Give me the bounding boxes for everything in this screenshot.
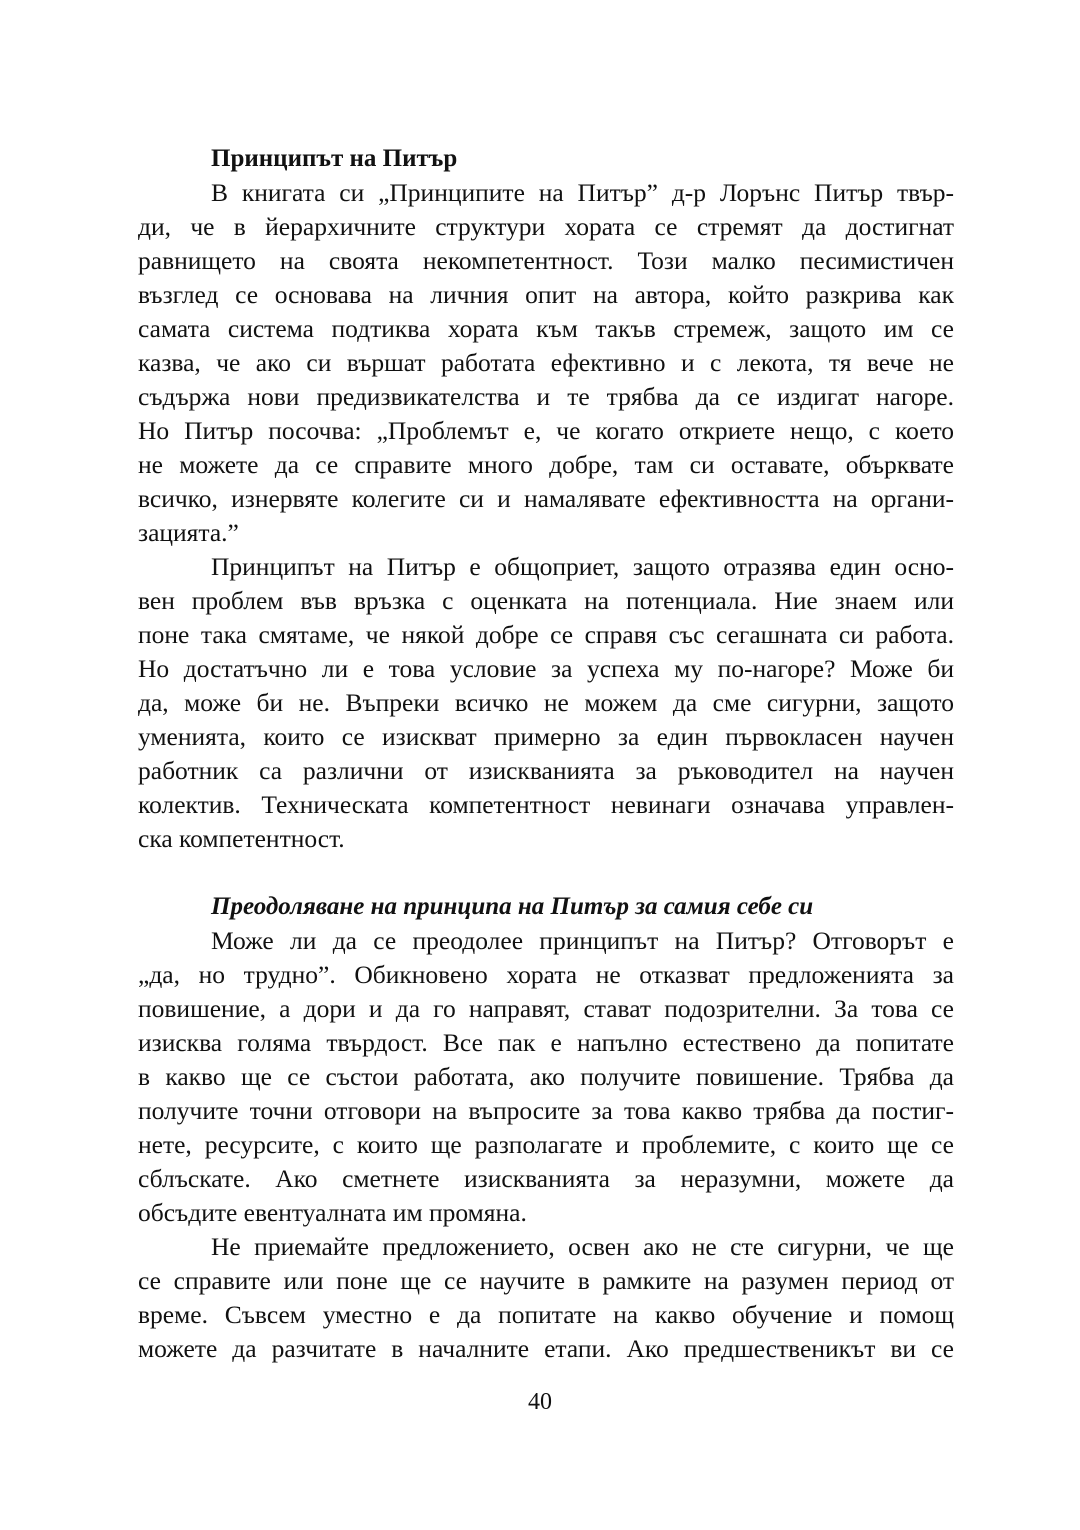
section1-paragraphs xyxy=(138,176,954,856)
text-line: ска компетентност. xyxy=(138,824,345,853)
paragraph xyxy=(138,1230,954,1366)
text-line: Но Питър посочва: „Проблемът е, че когато откриете нещо, с което xyxy=(138,416,954,445)
text-line: „да, но трудно”. Обикновено хората не отказват предложенията за xyxy=(138,960,954,989)
text-line: казва, че ако си вършат работата ефективно и с лекота, тя вече не xyxy=(138,348,954,377)
section-heading-overcoming: Преодоляване на принципа на Питър за самия себе си xyxy=(211,893,814,920)
page-number: 40 xyxy=(528,1389,552,1415)
text-line: зацията.” xyxy=(138,518,239,547)
page-body xyxy=(138,142,954,1366)
text-line: в какво ще се състои работата, ако получите повишение. Трябва да xyxy=(138,1062,954,1091)
text-line: работник са различни от изискванията за ръководител на научен xyxy=(138,756,954,785)
text-line: Може ли да се преодолее принципът на Питър? Отговорът е xyxy=(211,926,954,955)
text-line: Не приемайте предложението, освен ако не сте сигурни, че ще xyxy=(211,1232,954,1261)
text-line: самата система подтиква хората към такъв стремеж, защото им се xyxy=(138,314,954,343)
text-line: се справите или поне ще се научите в рамките на разумен период от xyxy=(138,1266,954,1295)
text-line: В книгата си „Принципите на Питър” д-р Лорънс Питър твър- xyxy=(211,178,954,207)
text-line: съдържа нови предизвикателства и те трябва да се издигат нагоре. xyxy=(138,382,954,411)
text-line: обсъдите евентуалната им промяна. xyxy=(138,1198,527,1227)
text-line: получите точни отговори на въпросите за това какво трябва да постиг- xyxy=(138,1096,954,1125)
paragraph xyxy=(138,924,954,1230)
text-line: уменията, които се изискват примерно за един първокласен научен xyxy=(138,722,954,751)
text-line: колектив. Техническата компетентност невинаги означава управлен- xyxy=(138,790,954,819)
text-line: възглед се основава на личния опит на автора, който разкрива как xyxy=(138,280,954,309)
text-line: изисква голяма твърдост. Все пак е напълно естествено да попитате xyxy=(138,1028,954,1057)
text-line: ди, че в йерархичните структури хората се стремят да достигнат xyxy=(138,212,954,241)
text-line: Но достатъчно ли е това условие за успеха му по-нагоре? Може би xyxy=(138,654,954,683)
text-line: равнището на своята некомпетентност. Този малко песимистичен xyxy=(138,246,954,275)
text-line: Принципът на Питър е общоприет, защото отразява един осно- xyxy=(211,552,954,581)
text-line: повишение, а дори и да го направят, стават подозрителни. За това се xyxy=(138,994,954,1023)
text-line: не можете да се справите много добре, там си оставате, обърквате xyxy=(138,450,954,479)
text-line: поне така смятаме, че някой добре се справя със сегашната си работа. xyxy=(138,620,954,649)
text-line: време. Съвсем уместно е да попитате на какво обучение и помощ xyxy=(138,1300,954,1329)
paragraph xyxy=(138,176,954,550)
text-line: да, може би не. Въпреки всичко не можем да сме сигурни, защото xyxy=(138,688,954,717)
paragraph xyxy=(138,550,954,856)
text-line: вен проблем във връзка с оценката на потенциала. Ние знаем или xyxy=(138,586,954,615)
text-line: сблъскате. Ако сметнете изискванията за неразумни, можете да xyxy=(138,1164,954,1193)
section2-paragraphs xyxy=(138,924,954,1366)
section-heading-peter-principle: Принципът на Питър xyxy=(211,145,458,172)
text-line: можете да разчитате в началните етапи. Ако предшественикът ви се xyxy=(138,1334,954,1363)
text-line: нете, ресурсите, с които ще разполагате и проблемите, с които ще се xyxy=(138,1130,954,1159)
text-line: всичко, изнервяте колегите си и намалявате ефективността на органи- xyxy=(138,484,954,513)
